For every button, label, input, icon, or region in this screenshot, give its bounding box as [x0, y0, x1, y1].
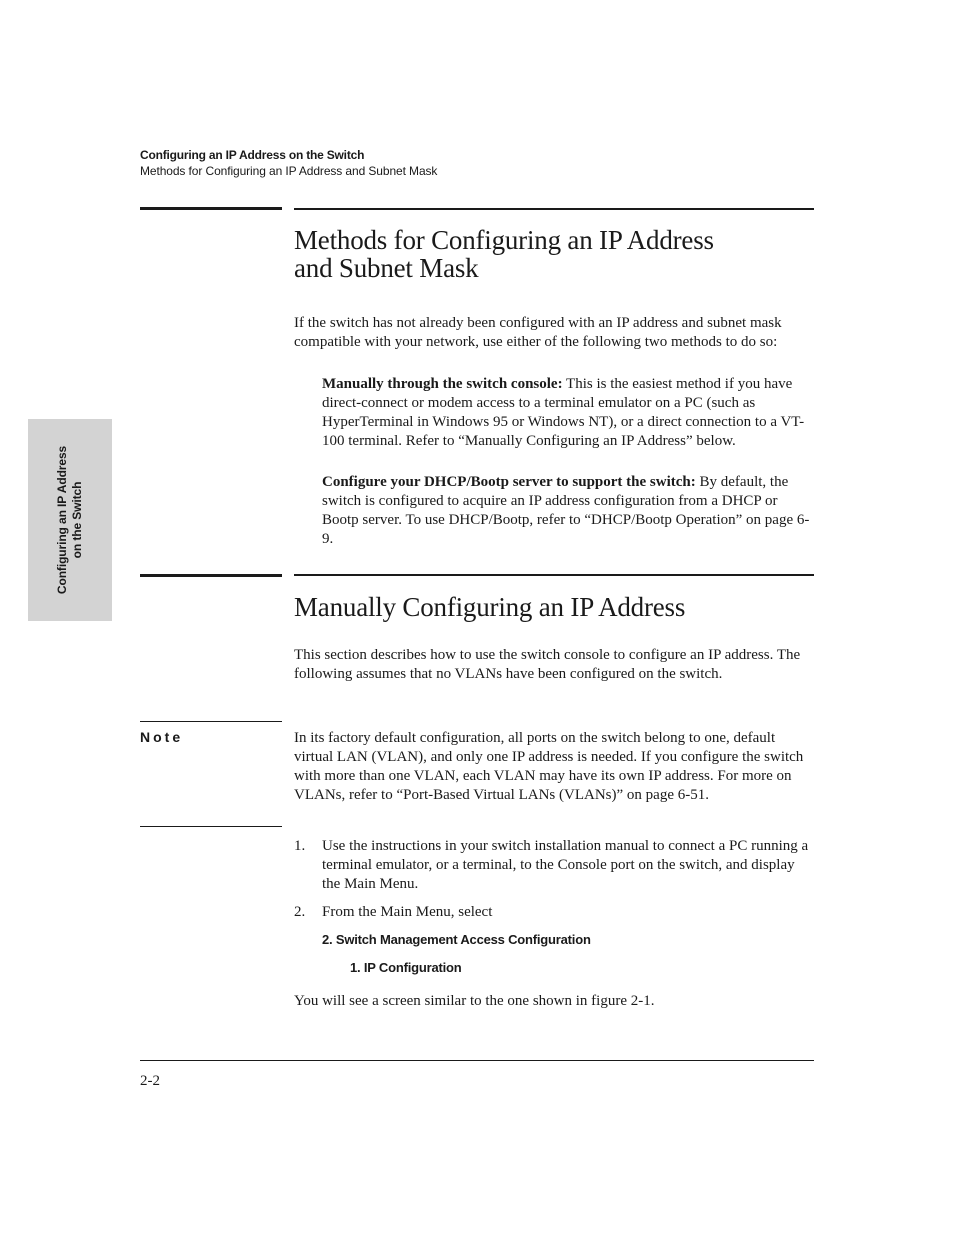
- step-number: 2.: [294, 904, 306, 920]
- method-text: This is the easiest method if you have direct-connect or modem access to a terminal emulator on a PC (such as HyperTerminal in Windows 95 or Windows NT), or a direct connection to a VT-100 terminal. Refer to “Manually Configuring an IP Address” below.: [322, 376, 805, 449]
- running-header-chapter: Configuring an IP Address on the Switch: [140, 148, 365, 162]
- section-intro: If the switch has not already been configured with an IP address and subnet mask compatible with your network, use either of the following two methods to do so:: [294, 315, 782, 350]
- note-bottom-rule: [140, 826, 282, 827]
- section-rule: [294, 574, 814, 576]
- note-label: Note: [140, 729, 184, 745]
- method-text: By default, the switch is configured to acquire an IP address configuration from a DHCP or Bootp server. To use DHCP/Bootp, refer to “DHCP/Bootp Operation” on page 6-9.: [322, 474, 810, 547]
- method-lead: Manually through the switch console:: [322, 376, 563, 392]
- section-title: [294, 226, 834, 282]
- side-tab-line-1: Configuring an IP Address: [55, 445, 69, 595]
- chapter-side-tab: [28, 419, 112, 621]
- section-rule: [294, 208, 814, 210]
- method-lead: Configure your DHCP/Bootp server to support the switch:: [322, 474, 696, 490]
- step-number: 1.: [294, 838, 306, 854]
- section-title-line-1: Methods for Configuring an IP Address: [294, 225, 714, 255]
- footer-rule: [140, 1060, 814, 1061]
- page-number: 2-2: [140, 1073, 160, 1089]
- method-item: [322, 375, 816, 451]
- method-item: [322, 473, 816, 549]
- running-header-section: Methods for Configuring an IP Address and Subnet Mask: [140, 164, 438, 178]
- closing-text: You will see a screen similar to the one shown in figure 2-1.: [294, 993, 655, 1009]
- menu-selection: 2. Switch Management Access Configuration: [322, 932, 591, 947]
- section-title: Manually Configuring an IP Address: [294, 592, 686, 622]
- margin-rule: [140, 574, 282, 577]
- note-top-rule: [140, 721, 282, 722]
- step-text: From the Main Menu, select: [322, 904, 493, 920]
- note-text: In its factory default configuration, all ports on the switch belong to one, default virtual LAN (VLAN), and only one IP address is needed. If you configure the switch with more than one VLAN, each VLAN may have its own IP address. For more on VLANs, refer to “Port-Based Virtual LANs (VLANs)” on page 6-51.: [294, 730, 804, 803]
- section-title-line-2: and Subnet Mask: [294, 253, 479, 283]
- section-intro: This section describes how to use the switch console to configure an IP address. The following assumes that no VLANs have been configured on the switch.: [294, 647, 801, 682]
- menu-selection: 1. IP Configuration: [350, 960, 462, 975]
- side-tab-label: [55, 446, 85, 594]
- step-text: Use the instructions in your switch installation manual to connect a PC running a terminal emulator, or a terminal, to the Console port on the switch, and display the Main Menu.: [322, 838, 809, 892]
- side-tab-line-2: on the Switch: [70, 481, 84, 559]
- margin-rule: [140, 207, 282, 210]
